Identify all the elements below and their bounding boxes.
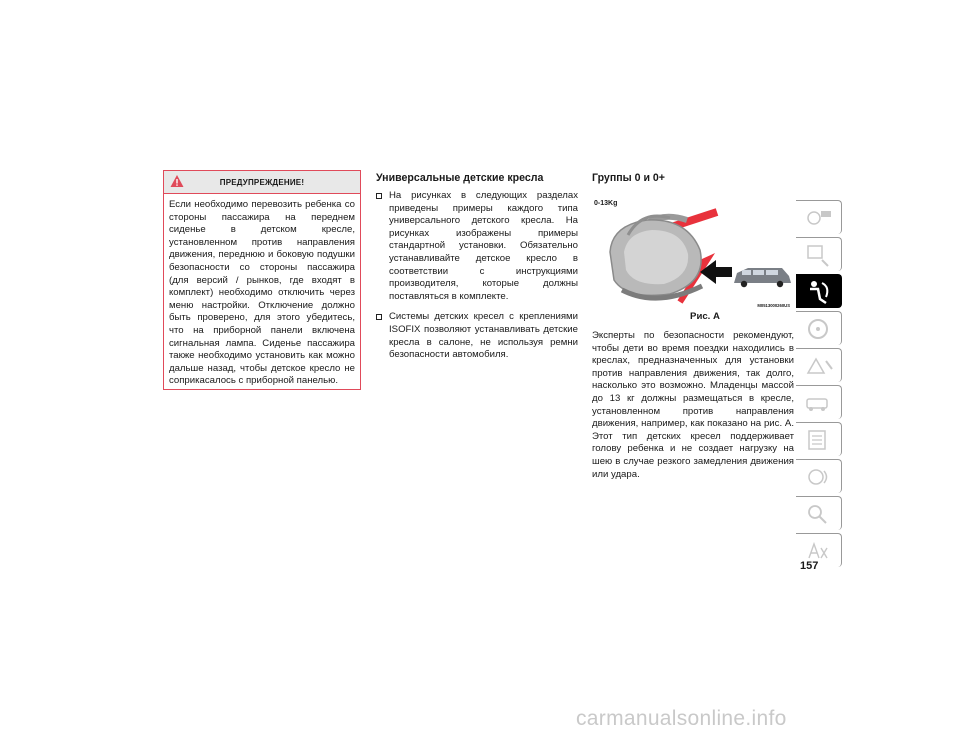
car-icon — [734, 268, 791, 287]
emergency-icon[interactable] — [796, 348, 842, 382]
checkbox-bullet-icon — [376, 314, 382, 320]
steering-wheel-icon[interactable] — [796, 311, 842, 345]
warning-lights-icon[interactable] — [796, 237, 842, 271]
section-heading: Группы 0 и 0+ — [592, 172, 665, 184]
checkbox-bullet-icon — [376, 193, 382, 199]
warning-box — [163, 170, 361, 390]
paragraph: Эксперты по безопасности рекомендуют, чтобы дети во время поездки находились в креслах, предназначенных для установки против направления движения, так долго, насколько это возможно. Младенцы массой до 13 кг должны размещаться в кресле, установленном против направления движения, например, как показано на рис. А. Этот тип детских кресел поддерживает голову ребенка и не создает нагрузку на шею в случае резкого замедления движения или удара. — [592, 330, 794, 480]
section-heading: Универсальные детские кресла — [376, 172, 544, 184]
bullet-text: Системы детских кресел с креплениями ISOFIX позволяют устанавливать детские кресла в салоне, не используя ремни безопасности автомобиля. — [389, 311, 578, 361]
car-service-icon[interactable] — [796, 385, 842, 419]
airbag-seat-icon[interactable] — [796, 274, 842, 308]
watermark: carmanualsonline.info — [576, 707, 787, 730]
search-icon[interactable] — [796, 496, 842, 530]
warning-header — [164, 171, 360, 194]
page-number: 157 — [800, 560, 819, 572]
warning-title: ПРЕДУПРЕЖДЕНИЕ! — [219, 177, 305, 187]
infant-carrier-illustration — [592, 190, 794, 310]
bullet-text: На рисунках в следующих разделах приведены примеры каждого типа универсального детского кресла. На рисунках изображены примеры стандартной установки. Обязательно устанавливайте детское кресло в соответствии с инструкциями производителя, которые должны поставляться в комплекте. — [389, 190, 578, 302]
universal-seats-section — [376, 172, 578, 370]
dashboard-icon[interactable] — [796, 200, 842, 234]
warning-triangle-icon — [170, 174, 184, 188]
figure-caption: Рис. A — [690, 311, 720, 322]
bullet-item — [376, 190, 578, 303]
bullet-item — [376, 311, 578, 361]
figure-code: M0513000260US — [757, 303, 790, 308]
child-seat-figure — [592, 190, 794, 310]
warning-text: Если необходимо перевозить ребенка со стороны пассажира на переднем сиденье в детском кресле, установленном против направления движения, переднюю и боковую подушки безопасности со стороны пассажира (для версий / рынков, где входят в комплект) необходимо отключить через меню настройки. Отключение должно быть проверено, для этого убедитесь, что на приборной панели включена сигнальная лампа. Сиденье пассажира также необходимо установить как можно дальше назад, чтобы детское кресло не соприкасалось с приборной панелью. — [169, 199, 355, 387]
weight-label: 0-13Kg — [594, 200, 618, 207]
group-0-section — [592, 172, 794, 481]
multimedia-icon[interactable] — [796, 459, 842, 493]
specs-list-icon[interactable] — [796, 422, 842, 456]
